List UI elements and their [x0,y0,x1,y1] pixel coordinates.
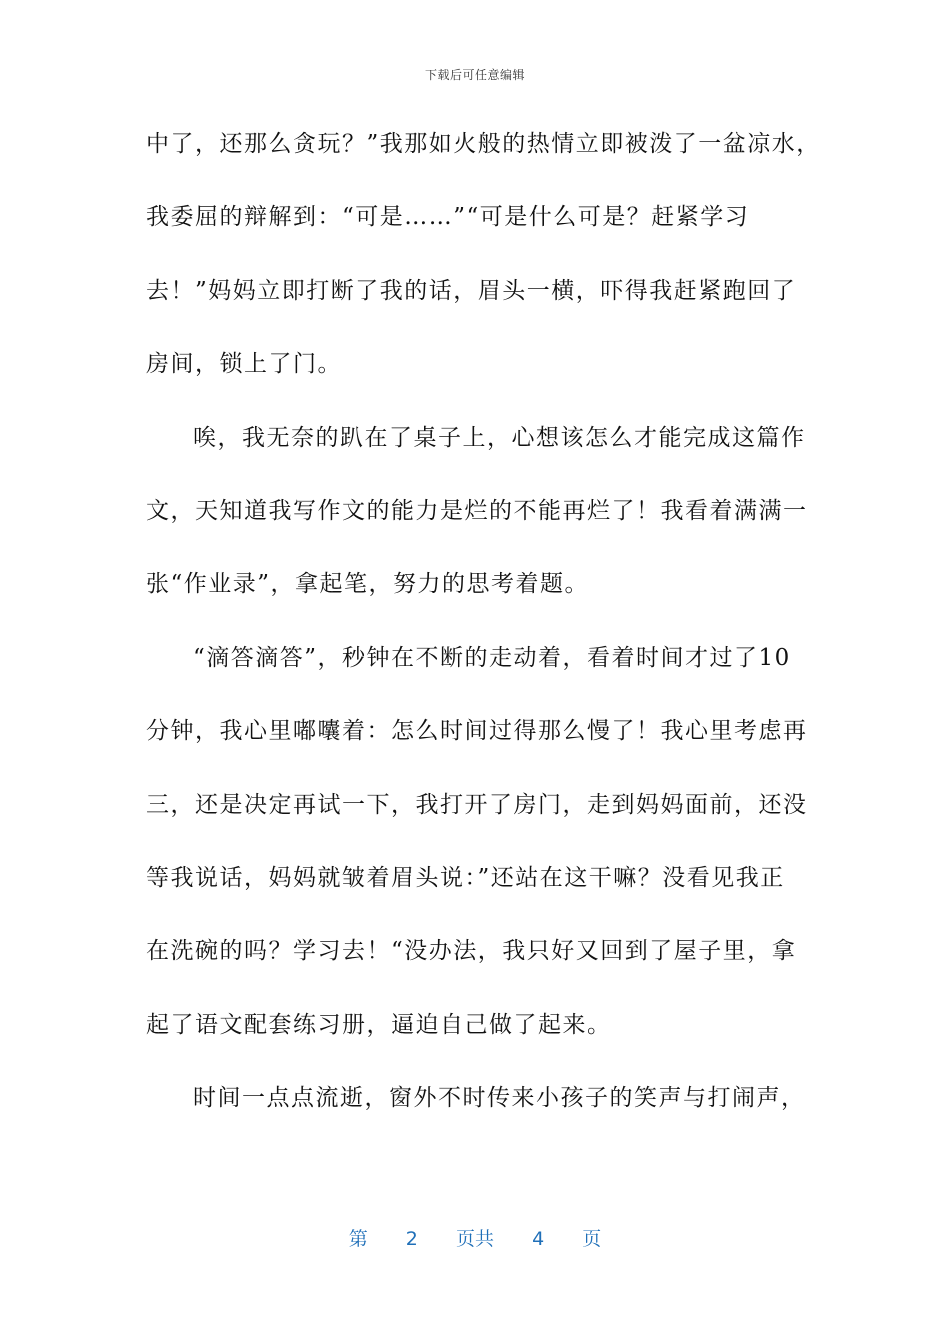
text-line: 在洗碗的吗？学习去！“没办法，我只好又回到了屋子里，拿 [146,938,797,965]
text-line: 三，还是决定再试一下，我打开了房门，走到妈妈面前，还没 [146,791,808,818]
text-line: 房间，锁上了门。 [146,351,342,378]
footer-suffix: 页 [582,1228,602,1250]
footer-middle: 页共 [455,1228,494,1250]
text-line: 中了，还那么贪玩？”我那如火般的热情立即被泼了一盆凉水， [146,131,821,157]
footer-prefix: 第 [348,1228,368,1250]
text-line: 文，天知道我写作文的能力是烂的不能再烂了！我看着满满一 [146,497,808,524]
paragraph-first-line: 时间一点点流逝，窗外不时传来小孩子的笑声与打闹声， [193,1085,806,1112]
text-line: 去！”妈妈立即打断了我的话，眉头一横，吓得我赶紧跑回了 [146,277,797,304]
document-body [146,124,821,1151]
total-page-number: 4 [532,1228,545,1250]
current-page-number: 2 [405,1228,418,1250]
text-line: 分钟，我心里嘟囔着：怎么时间过得那么慢了！我心里考虑再 [146,718,808,745]
page-footer [0,1224,950,1251]
text-line: 我委屈的辩解到：“可是……”“可是什么可是？赶紧学习 [146,204,750,231]
text-line: 张“作业录”，拿起笔，努力的思考着题。 [146,571,590,598]
paragraph-first-line: 唉，我无奈的趴在了桌子上，心想该怎么才能完成这篇作 [193,424,806,451]
page-header: 下载后可任意编辑 [424,68,525,82]
paragraph-first-line: “滴答滴答”，秒钟在不断的走动着，看着时间才过了10 [193,644,791,671]
text-line: 起了语文配套练习册，逼迫自己做了起来。 [146,1011,612,1038]
text-line: 等我说话，妈妈就皱着眉头说：”还站在这干嘛？没看见我正 [146,864,785,891]
